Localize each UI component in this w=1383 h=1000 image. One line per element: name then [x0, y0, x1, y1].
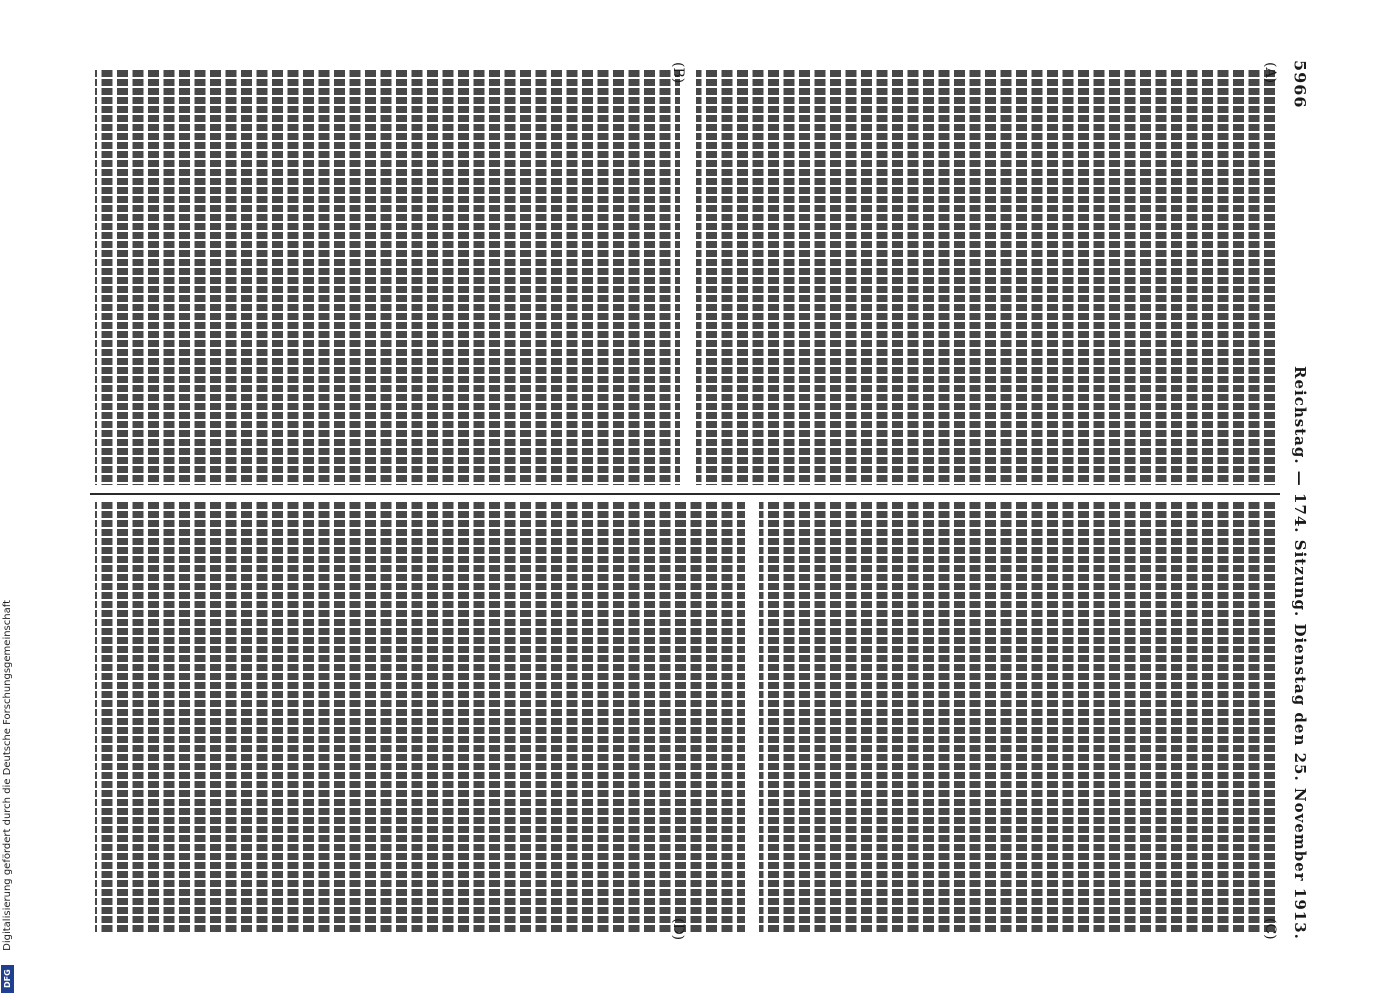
paragraph-break [745, 502, 759, 932]
digitization-credit: Digitalisierung gefördert durch die Deutsche Forschungsgemeinschaft [2, 600, 13, 951]
margin-marker-d: (D) [670, 918, 686, 941]
running-header [1288, 60, 1312, 940]
margin-marker-b: (B) [670, 62, 686, 84]
column-divider [90, 493, 1280, 495]
text-column-right [95, 502, 1275, 932]
page-number: 5966 [1290, 60, 1310, 109]
running-title: Reichstag. — 174. Sitzung. Dienstag den 25. November 1913. [1291, 366, 1309, 940]
dfg-logo: DFG [1, 965, 14, 993]
paragraph-break [680, 70, 696, 485]
column-text-lines [95, 502, 1275, 932]
margin-marker-a: (A) [1262, 62, 1278, 84]
text-column-left [95, 70, 1275, 485]
margin-marker-c: (C) [1262, 918, 1278, 940]
